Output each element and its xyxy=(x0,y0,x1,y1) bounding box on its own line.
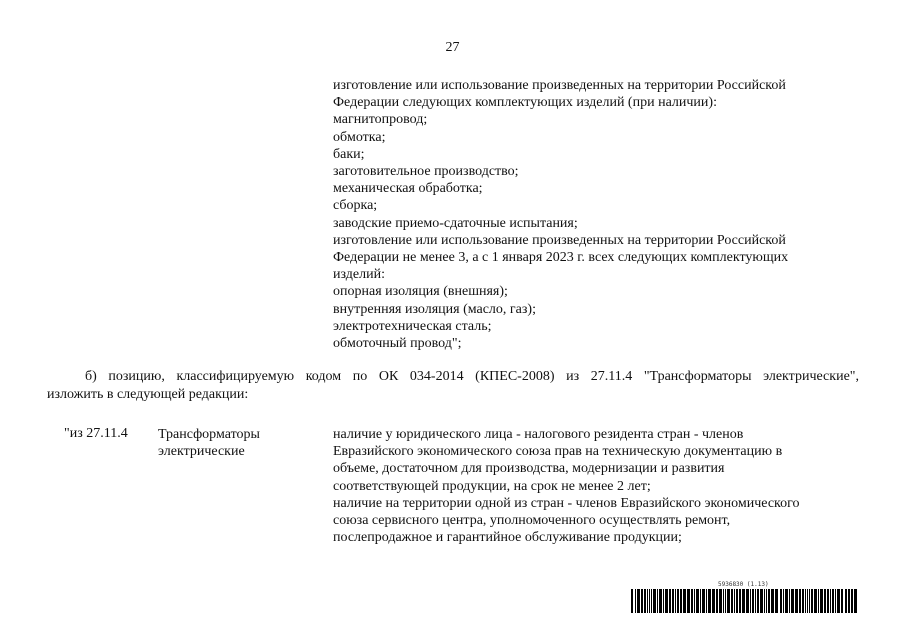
requirement-line: послепродажное и гарантийное обслуживание продукции; xyxy=(333,530,682,546)
row-name-line: Трансформаторы xyxy=(158,427,260,442)
requirement-line: объеме, достаточном для производства, модернизации и развития xyxy=(333,461,725,477)
barcode-id: 5936830 (1.13) xyxy=(718,581,769,588)
list-line: магнитопровод; xyxy=(333,112,428,128)
list-line: изделий: xyxy=(333,267,385,283)
row-requirements xyxy=(333,426,863,546)
list-line: обмоточный провод"; xyxy=(333,336,462,352)
row-name-line: электрические xyxy=(158,444,245,460)
list-line: внутренняя изоляция (масло, газ); xyxy=(333,301,536,317)
list-line: Федерации следующих комплектующих изделий (при наличии): xyxy=(333,95,717,111)
row-code: "из 27.11.4 xyxy=(64,426,128,441)
requirement-line: Евразийского экономического союза прав на техническую документацию в xyxy=(333,444,783,460)
list-line: сборка; xyxy=(333,198,378,214)
barcode-icon xyxy=(630,589,860,613)
paragraph-b xyxy=(47,368,859,404)
requirement-line: союза сервисного центра, уполномоченного осуществлять ремонт, xyxy=(333,513,731,529)
list-line: Федерации не менее 3, а с 1 января 2023 г. всех следующих комплектующих xyxy=(333,250,789,266)
list-line: электротехническая сталь; xyxy=(333,318,492,334)
list-line: обмотка; xyxy=(333,129,386,145)
requirement-line: соответствующей продукции, на срок не менее 2 лет; xyxy=(333,478,651,494)
requirement-line: наличие у юридического лица - налогового резидента стран - членов xyxy=(333,427,744,442)
page-number: 27 xyxy=(445,40,460,55)
paragraph-b-line: б) позицию, классифицируемую кодом по ОК 034-2014 (КПЕС-2008) из 27.11.4 "Трансформаторы электрические", xyxy=(85,369,859,384)
list-line: опорная изоляция (внешняя); xyxy=(333,284,508,300)
paragraph-b-line: изложить в следующей редакции: xyxy=(47,387,249,402)
list-line: заготовительное производство; xyxy=(333,164,519,180)
list-line: заводские приемо-сдаточные испытания; xyxy=(333,215,578,231)
list-line: изготовление или использование произведенных на территории Российской xyxy=(333,232,786,248)
list-line: механическая обработка; xyxy=(333,181,483,197)
list-line: изготовление или использование произведенных на территории Российской xyxy=(333,78,786,93)
row-name xyxy=(158,426,308,460)
component-list xyxy=(333,77,853,352)
list-line: баки; xyxy=(333,146,365,162)
requirement-line: наличие на территории одной из стран - членов Евразийского экономического xyxy=(333,495,800,511)
